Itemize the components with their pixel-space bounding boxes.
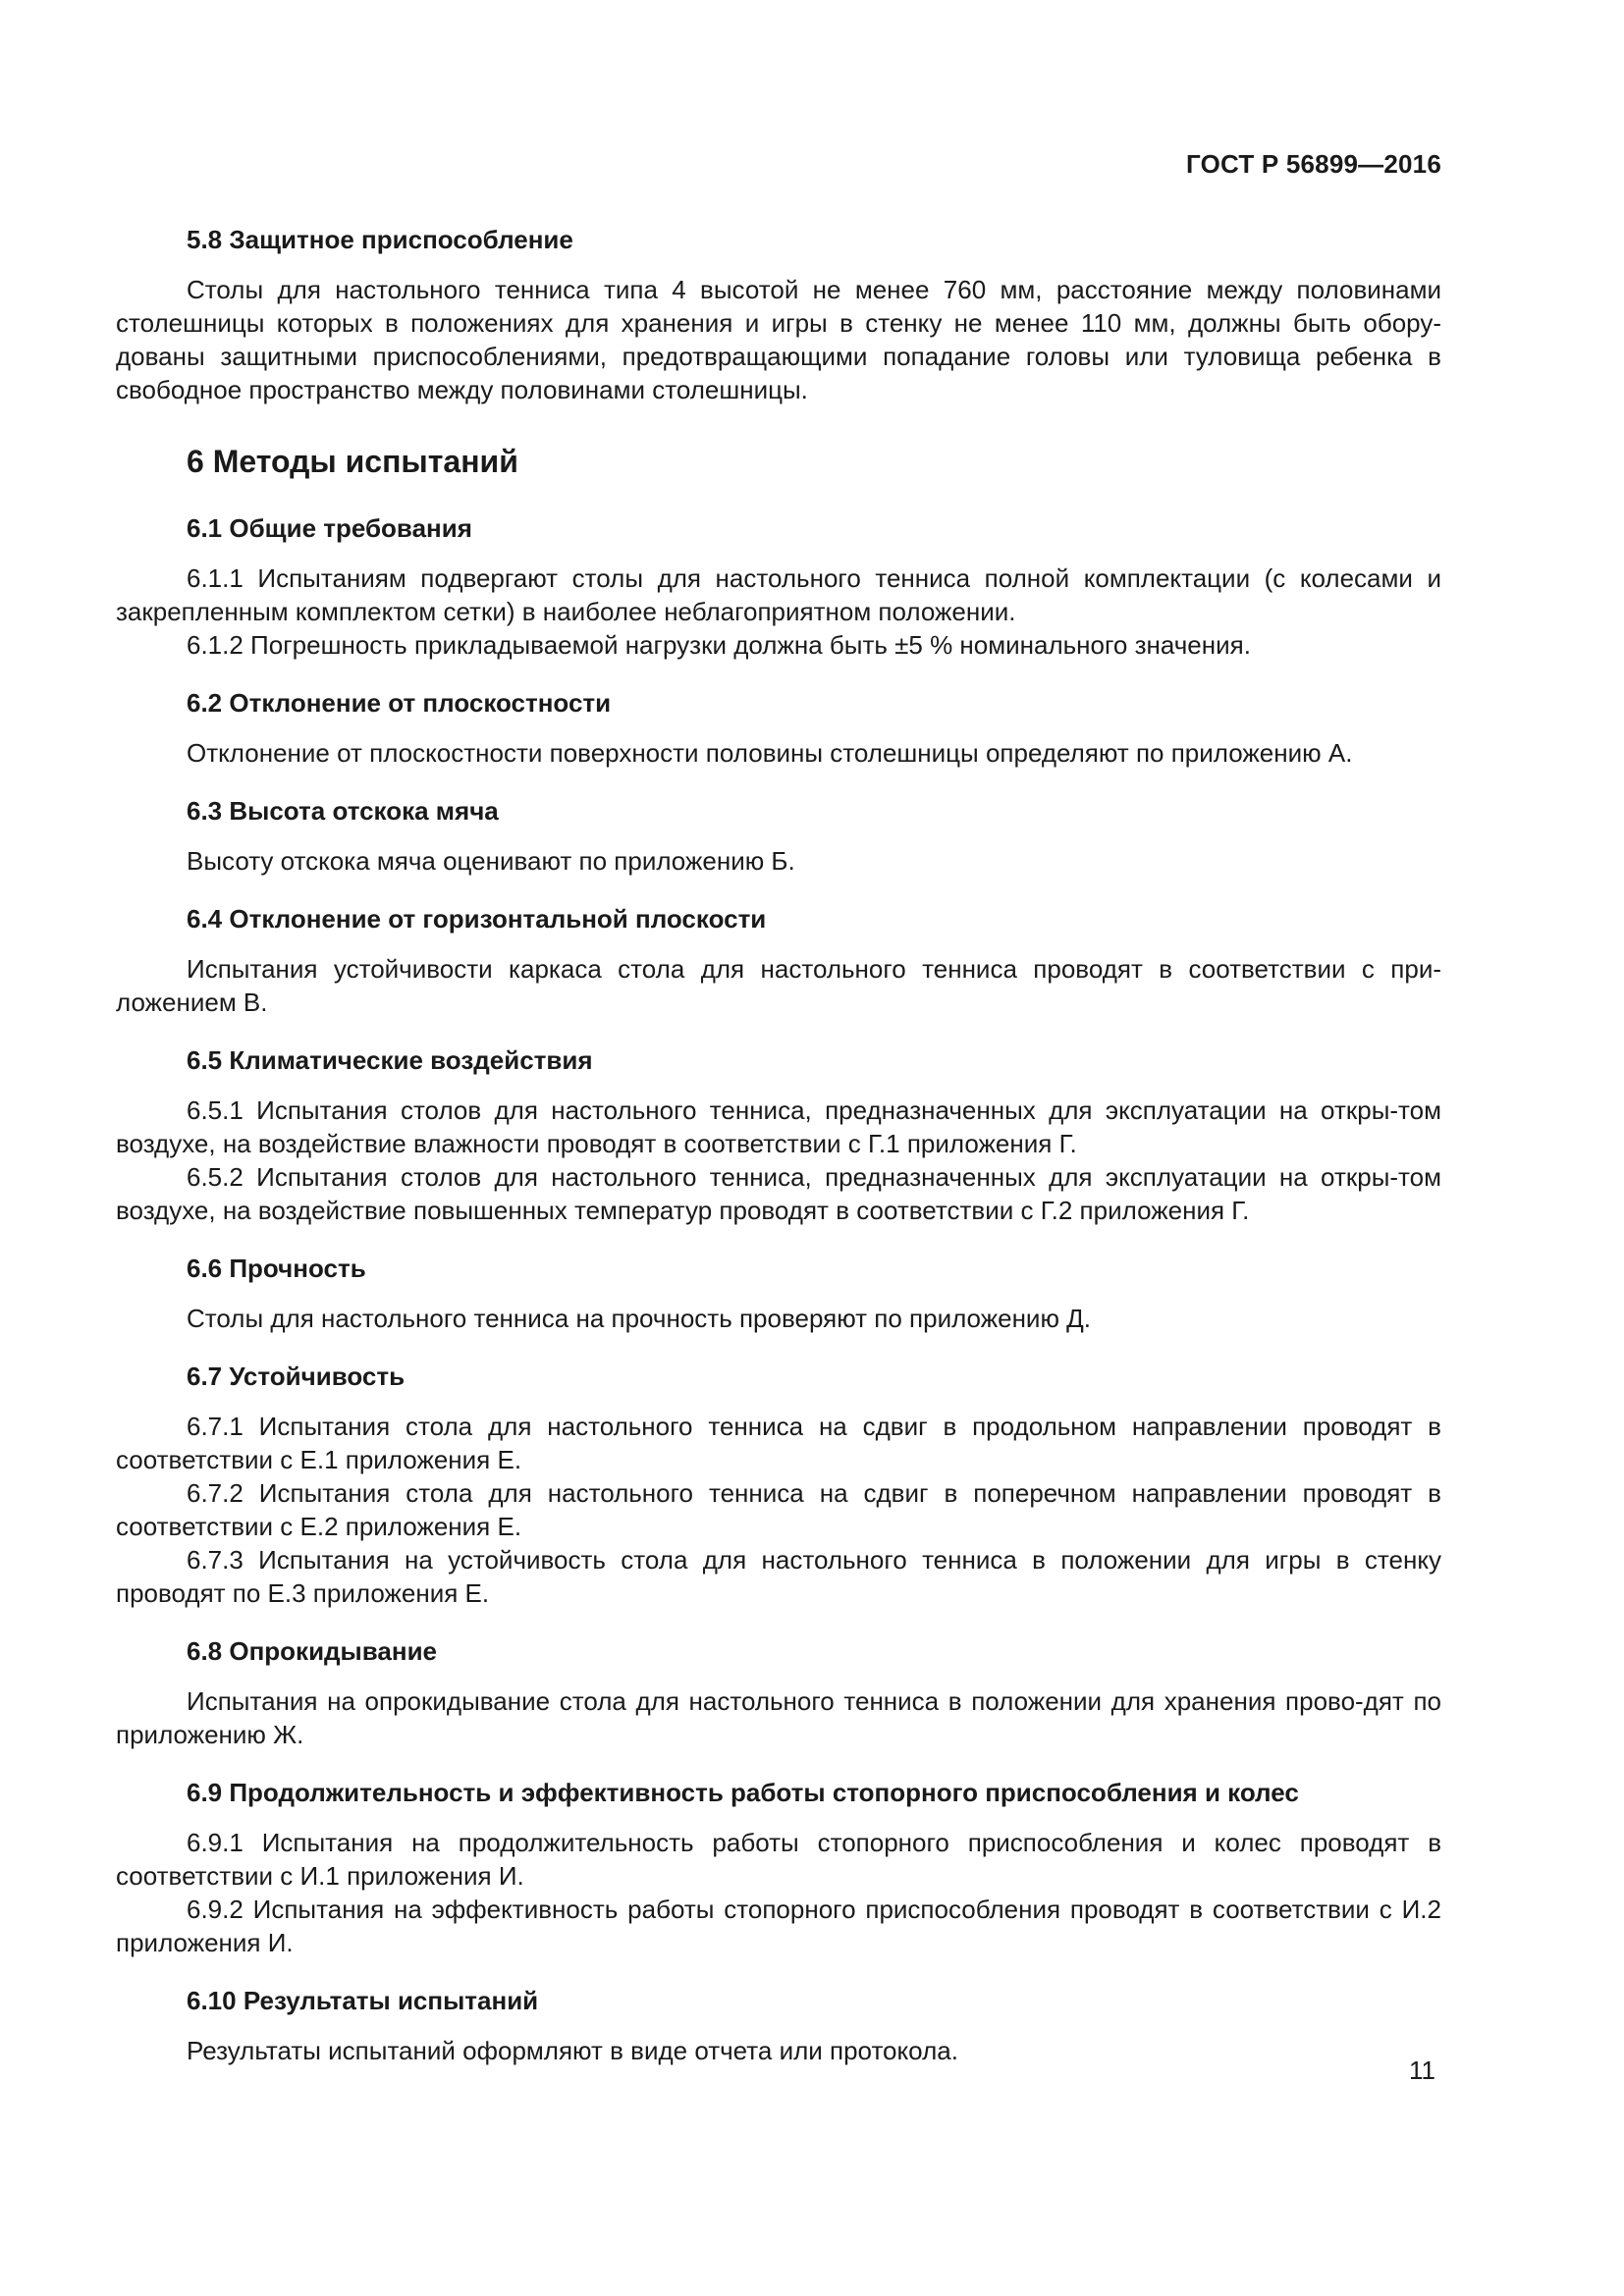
paragraph: 6.9.1 Испытания на продолжительность работы стопорного приспособления и колес проводят в соответствии с И.1 приложения И.	[116, 1828, 1441, 1891]
paragraph: Испытания устойчивости каркаса стола для настольного тенниса проводят в соответствии с при-ложением В.	[116, 954, 1441, 1017]
subsection-heading: 6.1 Общие требования	[187, 513, 472, 543]
paragraph: 6.1.2 Погрешность прикладываемой нагрузки должна быть ±5 % номинального значения.	[187, 630, 1251, 660]
subsection-heading: 6.6 Прочность	[187, 1254, 366, 1283]
paragraph: Отклонение от плоскостности поверхности половины столешницы определяют по приложению А.	[187, 738, 1353, 768]
paragraph: Столы для настольного тенниса типа 4 высотой не менее 760 мм, расстояние между половинами столешницы которых в положениях для хранения и игры в стенку не менее 110 мм, должны быть обору-дованы защитными приспособлениями, предотвращающими попадание головы или туловища ребенка в свободное пространство между половинами столешницы.	[116, 275, 1441, 404]
document-page	[116, 0, 1441, 2296]
paragraph: 6.1.1 Испытаниям подвергают столы для настольного тенниса полной комплектации (с колесами и закрепленным комплектом сетки) в наиболее неблагоприятном положении.	[116, 563, 1441, 626]
spacer	[116, 1959, 1441, 1983]
spacer	[116, 770, 1441, 793]
document-code-header: ГОСТ Р 56899—2016	[1186, 149, 1441, 179]
paragraph: 6.9.2 Испытания на эффективность работы стопорного приспособления проводят в соответствии с И.2 приложения И.	[116, 1895, 1441, 1957]
spacer	[116, 1335, 1441, 1359]
subsection-heading: 6.5 Климатические воздействия	[187, 1045, 593, 1075]
paragraph: 6.7.2 Испытания стола для настольного тенниса на сдвиг в поперечном направлении проводят в соответствии с Е.2 приложения Е.	[116, 1478, 1441, 1541]
paragraph: 6.7.1 Испытания стола для настольного тенниса на сдвиг в продольном направлении проводят в соответствии с Е.1 приложения Е.	[116, 1412, 1441, 1474]
spacer	[116, 1610, 1441, 1633]
document-body	[116, 222, 1441, 2067]
subsection-heading: 6.4 Отклонение от горизонтальной плоскости	[187, 904, 767, 934]
subsection-heading: 5.8 Защитное приспособление	[187, 225, 573, 254]
spacer	[116, 662, 1441, 685]
subsection-heading: 6.8 Опрокидывание	[187, 1636, 438, 1666]
spacer	[116, 1019, 1441, 1042]
spacer	[116, 878, 1441, 901]
subsection-heading: 6.10 Результаты испытаний	[187, 1986, 539, 2015]
paragraph: Высоту отскока мяча оценивают по приложению Б.	[187, 846, 795, 876]
paragraph: Результаты испытаний оформляют в виде отчета или протокола.	[187, 2036, 958, 2065]
paragraph: 6.7.3 Испытания на устойчивость стола для настольного тенниса в положении для игры в стенку проводят по Е.3 приложения Е.	[116, 1545, 1441, 1608]
paragraph: 6.5.1 Испытания столов для настольного тенниса, предназначенных для эксплуатации на откры-том воздухе, на воздействие влажности проводят в соответствии с Г.1 приложения Г.	[116, 1095, 1441, 1158]
paragraph: Испытания на опрокидывание стола для настольного тенниса в положении для хранения прово-дят по приложению Ж.	[116, 1686, 1441, 1749]
subsection-heading: 6.2 Отклонение от плоскостности	[187, 688, 612, 718]
paragraph: Столы для настольного тенниса на прочность проверяют по приложению Д.	[187, 1304, 1092, 1333]
subsection-heading: 6.9 Продолжительность и эффективность работы стопорного приспособления и колес	[187, 1778, 1299, 1807]
subsection-heading: 6.7 Устойчивость	[187, 1362, 406, 1391]
subsection-heading: 6.3 Высота отскока мяча	[187, 796, 499, 826]
section-heading: 6 Методы испытаний	[187, 444, 518, 479]
page-number: 11	[1409, 2056, 1435, 2085]
spacer	[116, 1751, 1441, 1775]
spacer	[116, 1227, 1441, 1251]
paragraph: 6.5.2 Испытания столов для настольного тенниса, предназначенных для эксплуатации на откры-том воздухе, на воздействие повышенных температур проводят в соответствии с Г.2 приложения Г.	[116, 1162, 1441, 1225]
